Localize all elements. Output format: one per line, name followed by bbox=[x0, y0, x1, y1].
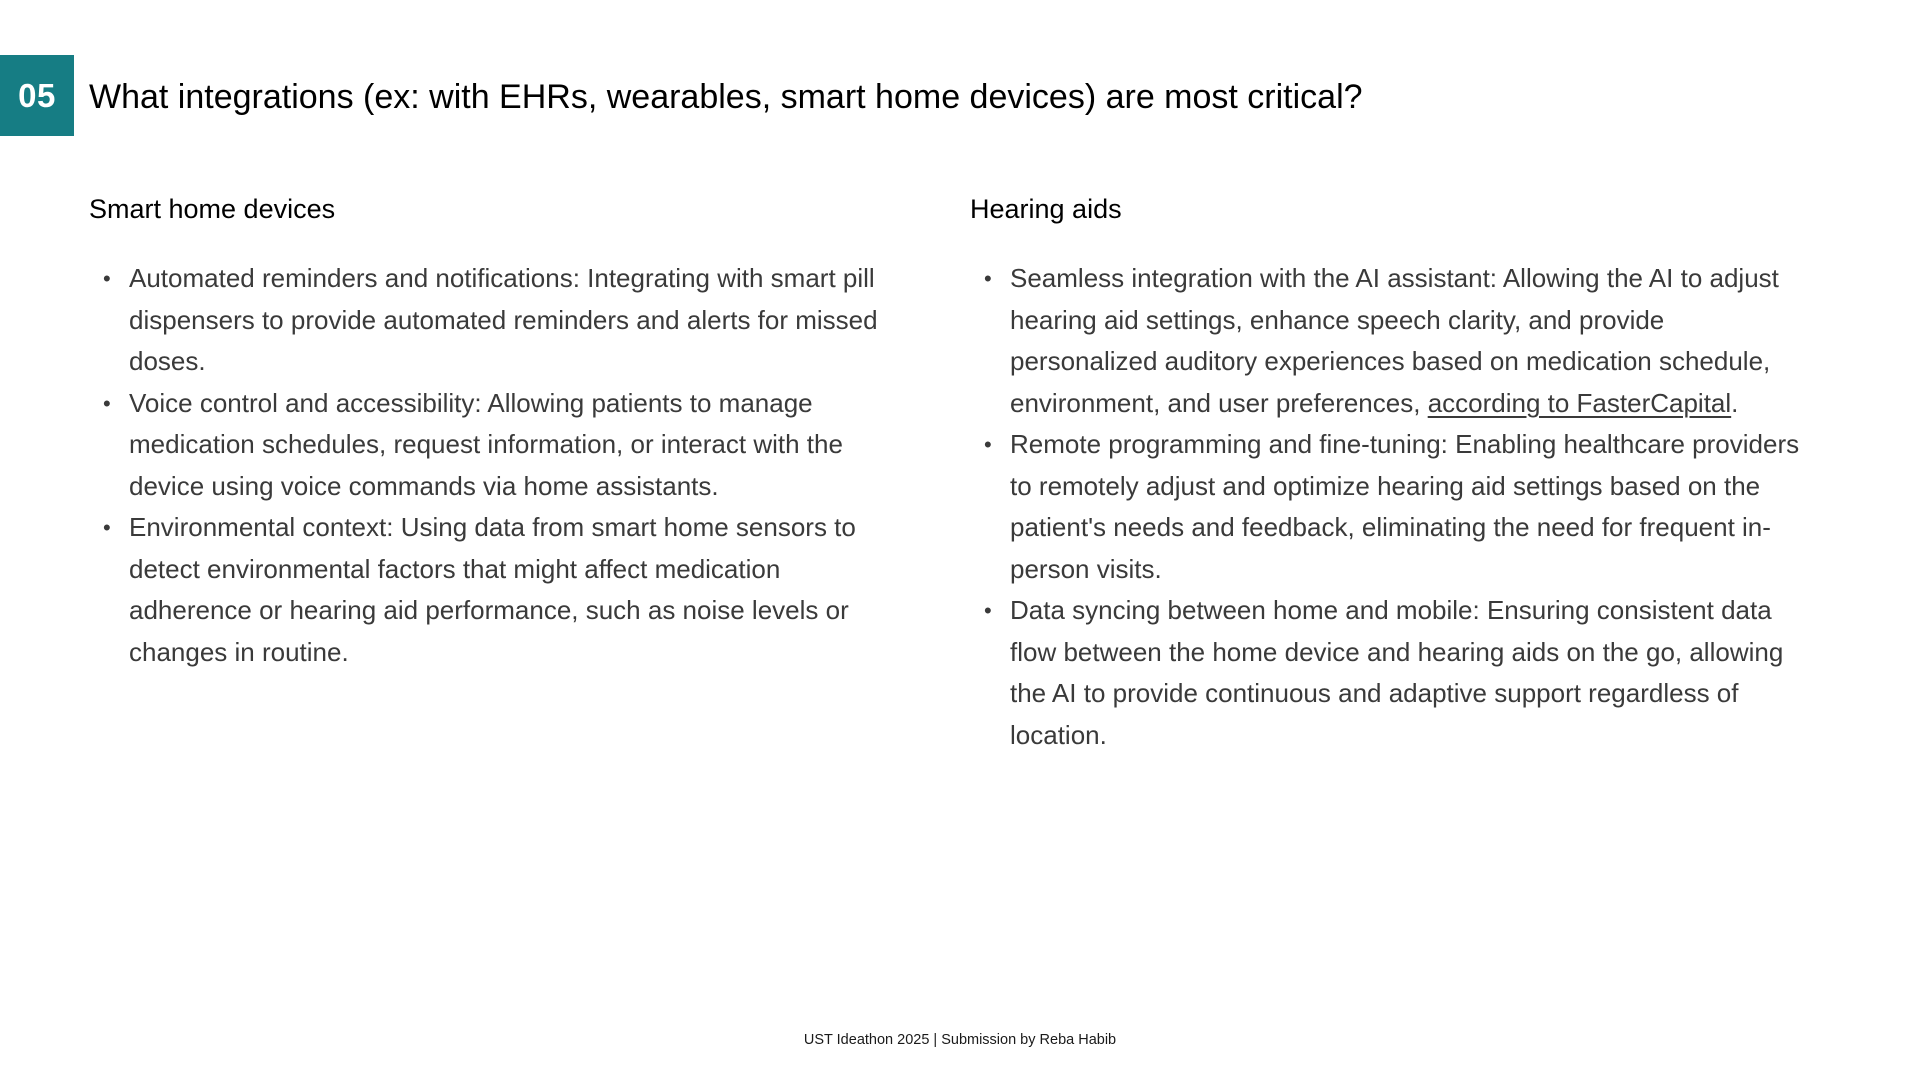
list-item bbox=[970, 424, 1800, 590]
bullet-dot-icon: • bbox=[103, 266, 111, 291]
bullet-list bbox=[89, 258, 909, 673]
bullet-text: Data syncing between home and mobile: Ensuring consistent data flow between the home device and hearing aids on the go, allowing the AI to provide continuous and adaptive support regardless of location. bbox=[1010, 595, 1784, 750]
bullet-dot-icon: • bbox=[103, 515, 111, 540]
list-item bbox=[89, 383, 909, 508]
bullet-suffix: . bbox=[1731, 387, 1739, 418]
column-heading: Hearing aids bbox=[970, 194, 1122, 224]
bullet-dot-icon: • bbox=[984, 266, 992, 291]
bullet-text: Remote programming and fine-tuning: Enabling healthcare providers to remotely adjust and optimize hearing aid settings based on the patient's needs and feedback, eliminating the need for frequent in-person visits. bbox=[1010, 429, 1800, 584]
bullet-text: Voice control and accessibility: Allowing patients to manage medication schedules, request information, or interact with the device using voice commands via home assistants. bbox=[129, 387, 843, 501]
source-link-fastercapital[interactable]: according to FasterCapital bbox=[1427, 387, 1732, 418]
bullet-dot-icon: • bbox=[103, 390, 111, 416]
bullet-dot-icon: • bbox=[984, 598, 992, 623]
slide-number-badge: 05 bbox=[0, 55, 74, 136]
smart-home-devices-column bbox=[89, 186, 909, 673]
bullet-text: Automated reminders and notifications: Integrating with smart pill dispensers to provide automated reminders and alerts for missed doses. bbox=[129, 263, 878, 376]
column-heading: Smart home devices bbox=[89, 194, 336, 224]
bullet-text: Environmental context: Using data from smart home sensors to detect environmental factors that might affect medication adherence or hearing aid performance, such as noise levels or changes in routine. bbox=[129, 512, 856, 667]
list-item bbox=[89, 258, 909, 383]
list-item bbox=[89, 507, 909, 673]
list-item bbox=[970, 590, 1800, 756]
slide-title: What integrations (ex: with EHRs, wearables, smart home devices) are most critical? bbox=[89, 78, 1363, 116]
hearing-aids-column bbox=[970, 186, 1800, 756]
bullet-dot-icon: • bbox=[984, 432, 992, 457]
bullet-list bbox=[970, 258, 1800, 756]
list-item bbox=[970, 258, 1800, 424]
footer-credit: UST Ideathon 2025 | Submission by Reba Habib bbox=[803, 1032, 1117, 1048]
bullet-text: Seamless integration with the AI assistant: Allowing the AI to adjust hearing aid settings, enhance speech clarity, and provide personalized auditory experiences based on medication schedule, environment, and user preferences, bbox=[1010, 263, 1779, 418]
